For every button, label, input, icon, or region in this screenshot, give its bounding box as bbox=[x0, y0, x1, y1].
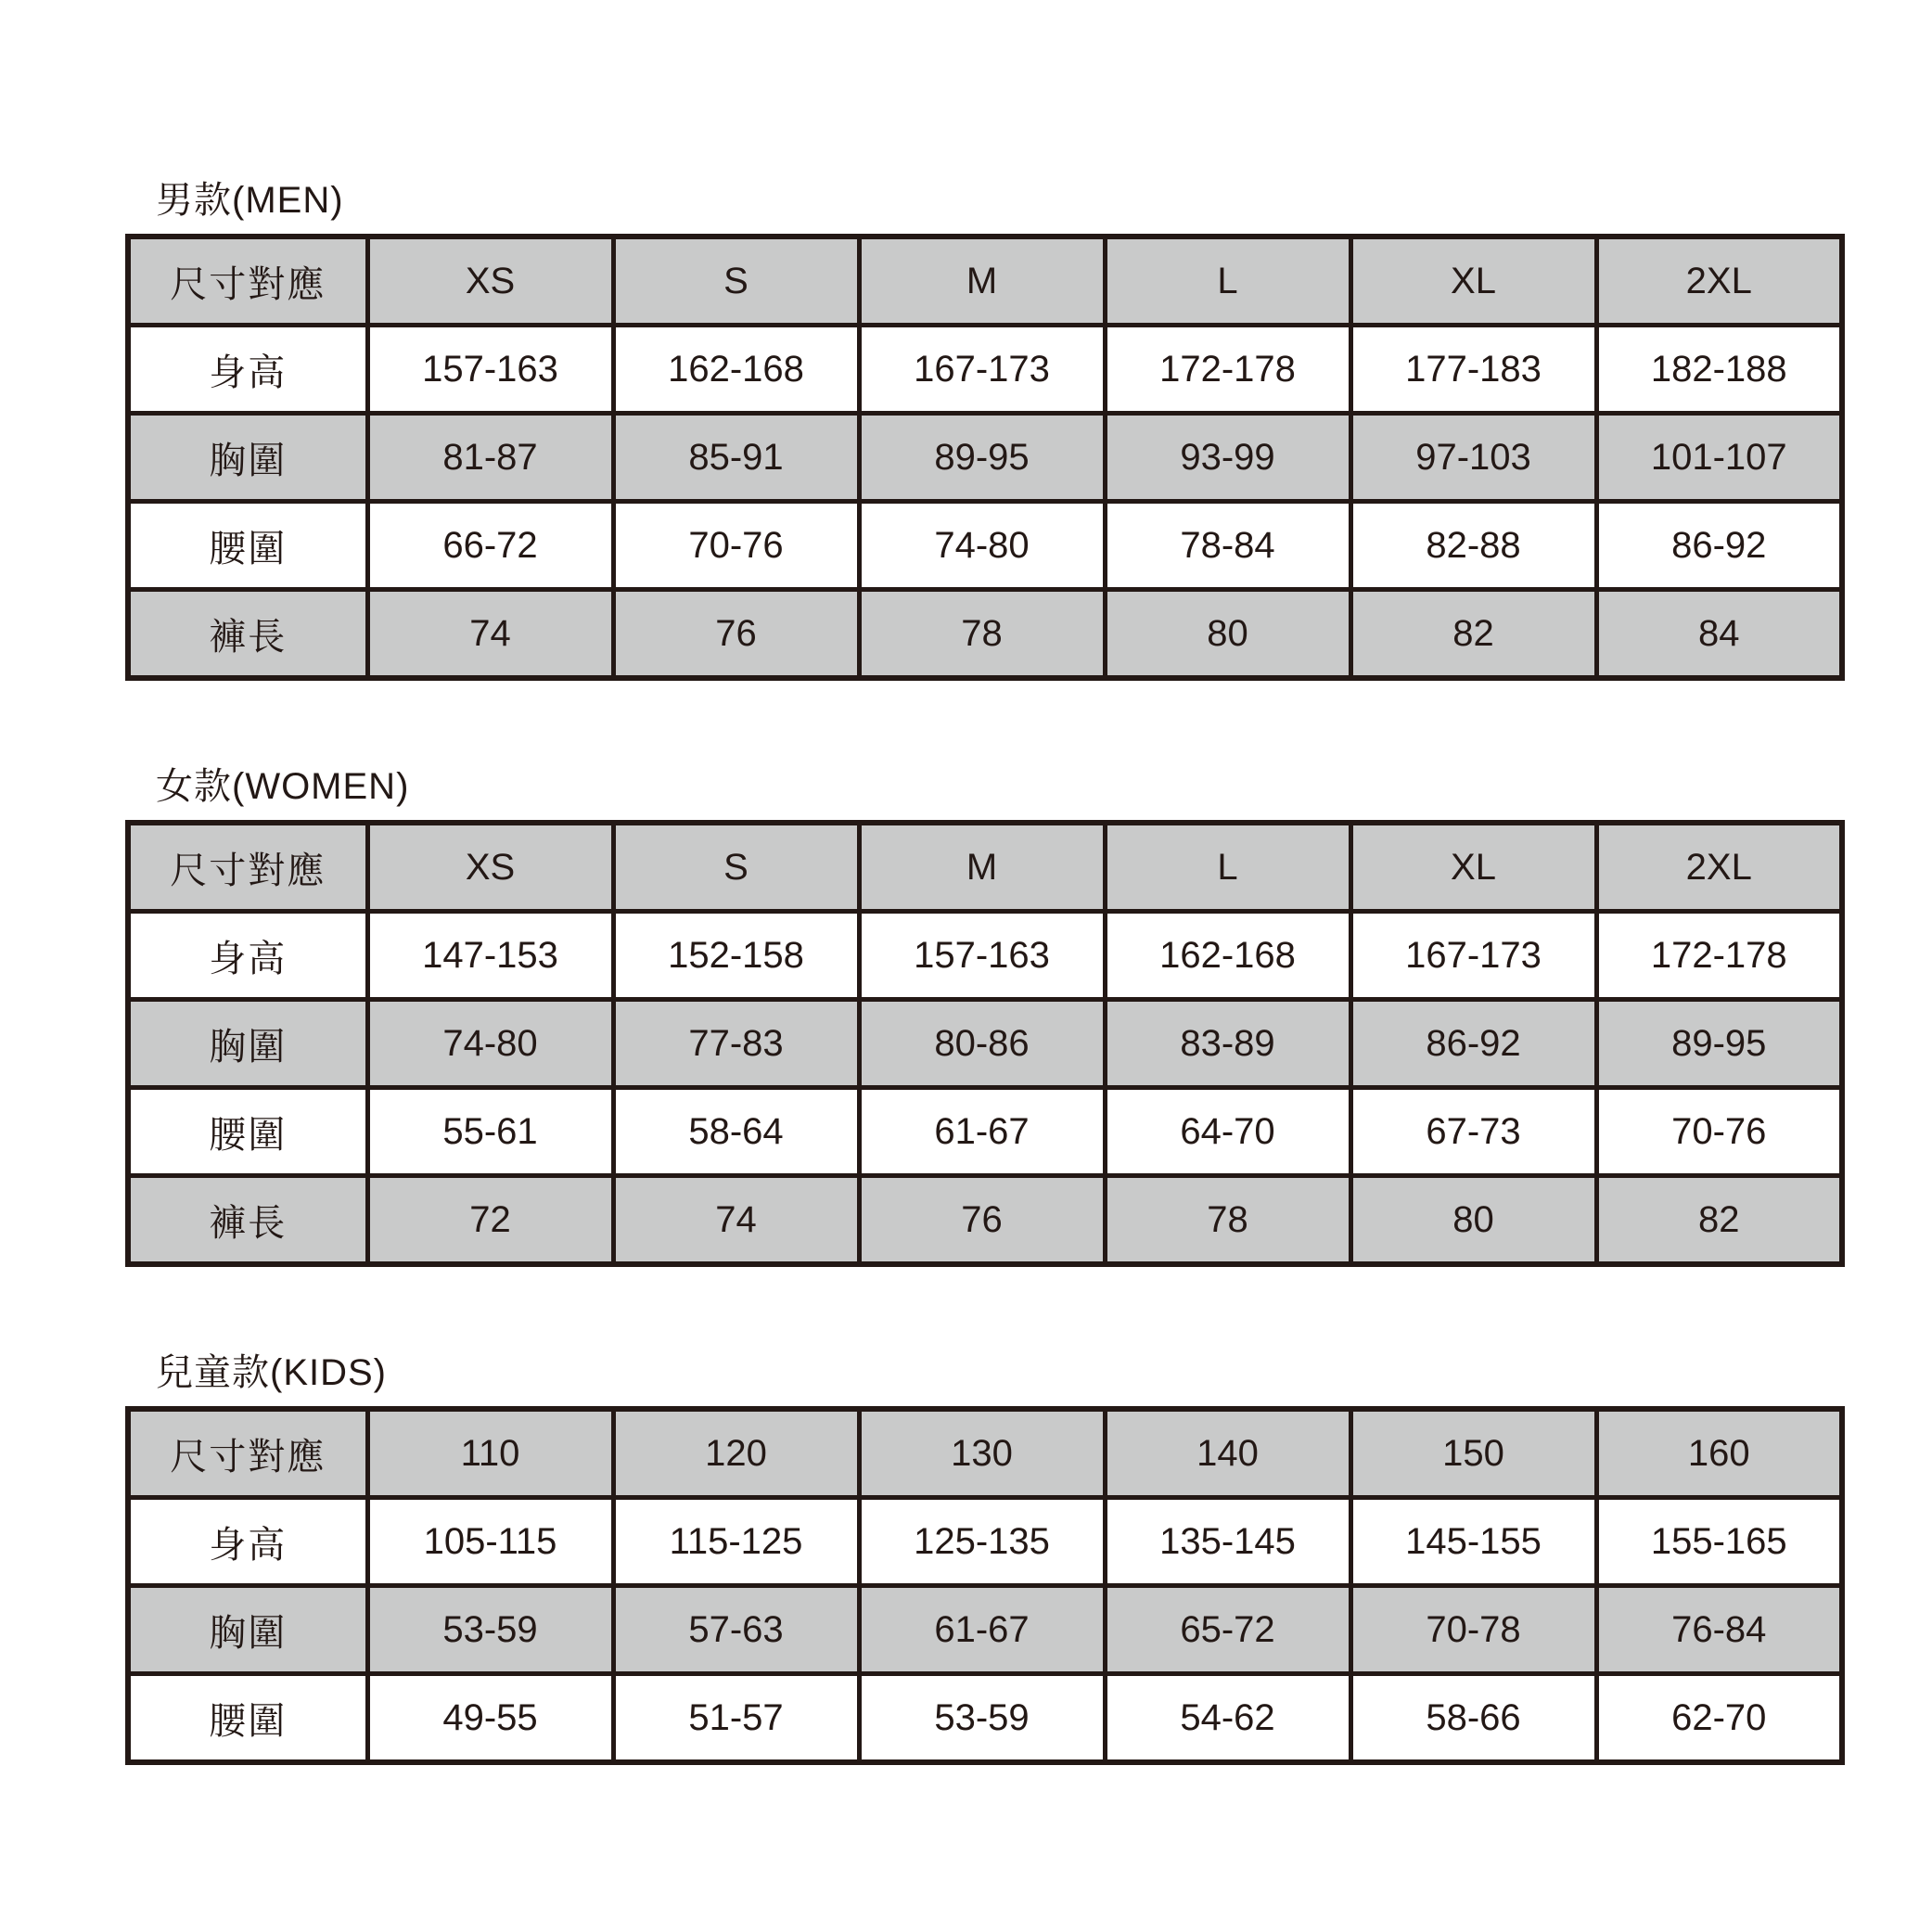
value-cell: 105-115 bbox=[367, 1498, 613, 1586]
header-cell: 110 bbox=[367, 1409, 613, 1498]
value-cell: 77-83 bbox=[613, 1000, 859, 1088]
value-cell: 58-66 bbox=[1350, 1674, 1596, 1763]
value-cell: 61-67 bbox=[859, 1088, 1105, 1176]
header-cell: XS bbox=[367, 237, 613, 326]
value-cell: 84 bbox=[1596, 590, 1842, 679]
value-cell: 76 bbox=[859, 1176, 1105, 1265]
value-cell: 93-99 bbox=[1105, 414, 1350, 502]
value-cell: 172-178 bbox=[1596, 912, 1842, 1000]
header-cell: 尺寸對應 bbox=[128, 1409, 367, 1498]
value-cell: 65-72 bbox=[1105, 1586, 1350, 1674]
men-size-table bbox=[125, 234, 1845, 681]
value-cell: 49-55 bbox=[367, 1674, 613, 1763]
value-cell: 162-168 bbox=[1105, 912, 1350, 1000]
header-cell: M bbox=[859, 237, 1105, 326]
value-cell: 85-91 bbox=[613, 414, 859, 502]
value-cell: 62-70 bbox=[1596, 1674, 1842, 1763]
row-label-cell: 褲長 bbox=[128, 590, 367, 679]
header-cell: 150 bbox=[1350, 1409, 1596, 1498]
value-cell: 82-88 bbox=[1350, 502, 1596, 590]
header-cell: S bbox=[613, 823, 859, 912]
women-pant-length-row bbox=[128, 1176, 1842, 1265]
men-section bbox=[125, 178, 1807, 681]
value-cell: 152-158 bbox=[613, 912, 859, 1000]
men-waist-row bbox=[128, 502, 1842, 590]
men-height-row bbox=[128, 326, 1842, 414]
value-cell: 61-67 bbox=[859, 1586, 1105, 1674]
value-cell: 76-84 bbox=[1596, 1586, 1842, 1674]
value-cell: 97-103 bbox=[1350, 414, 1596, 502]
value-cell: 53-59 bbox=[859, 1674, 1105, 1763]
value-cell: 53-59 bbox=[367, 1586, 613, 1674]
kids-chest-row bbox=[128, 1586, 1842, 1674]
men-pant-length-row bbox=[128, 590, 1842, 679]
women-waist-row bbox=[128, 1088, 1842, 1176]
header-cell: 2XL bbox=[1596, 823, 1842, 912]
row-label-cell: 腰圍 bbox=[128, 502, 367, 590]
value-cell: 81-87 bbox=[367, 414, 613, 502]
value-cell: 82 bbox=[1596, 1176, 1842, 1265]
value-cell: 70-76 bbox=[1596, 1088, 1842, 1176]
value-cell: 78 bbox=[1105, 1176, 1350, 1265]
kids-table-title: 兒童款(KIDS) bbox=[156, 1352, 387, 1393]
value-cell: 54-62 bbox=[1105, 1674, 1350, 1763]
header-cell: 120 bbox=[613, 1409, 859, 1498]
value-cell: 55-61 bbox=[367, 1088, 613, 1176]
value-cell: 167-173 bbox=[1350, 912, 1596, 1000]
value-cell: 182-188 bbox=[1596, 326, 1842, 414]
row-label-cell: 褲長 bbox=[128, 1176, 367, 1265]
value-cell: 125-135 bbox=[859, 1498, 1105, 1586]
header-cell: XL bbox=[1350, 823, 1596, 912]
value-cell: 86-92 bbox=[1596, 502, 1842, 590]
women-header-row bbox=[128, 823, 1842, 912]
value-cell: 70-78 bbox=[1350, 1586, 1596, 1674]
value-cell: 74 bbox=[613, 1176, 859, 1265]
value-cell: 89-95 bbox=[1596, 1000, 1842, 1088]
value-cell: 89-95 bbox=[859, 414, 1105, 502]
value-cell: 74-80 bbox=[859, 502, 1105, 590]
value-cell: 80-86 bbox=[859, 1000, 1105, 1088]
value-cell: 58-64 bbox=[613, 1088, 859, 1176]
header-cell: XS bbox=[367, 823, 613, 912]
value-cell: 147-153 bbox=[367, 912, 613, 1000]
header-cell: 160 bbox=[1596, 1409, 1842, 1498]
kids-height-row bbox=[128, 1498, 1842, 1586]
value-cell: 78-84 bbox=[1105, 502, 1350, 590]
header-cell: 130 bbox=[859, 1409, 1105, 1498]
row-label-cell: 胸圍 bbox=[128, 1586, 367, 1674]
value-cell: 80 bbox=[1350, 1176, 1596, 1265]
value-cell: 76 bbox=[613, 590, 859, 679]
value-cell: 86-92 bbox=[1350, 1000, 1596, 1088]
value-cell: 74 bbox=[367, 590, 613, 679]
kids-size-table bbox=[125, 1406, 1845, 1765]
value-cell: 82 bbox=[1350, 590, 1596, 679]
value-cell: 57-63 bbox=[613, 1586, 859, 1674]
kids-section bbox=[125, 1350, 1807, 1765]
value-cell: 78 bbox=[859, 590, 1105, 679]
header-cell: 140 bbox=[1105, 1409, 1350, 1498]
kids-header-row bbox=[128, 1409, 1842, 1498]
header-cell: 尺寸對應 bbox=[128, 823, 367, 912]
header-cell: XL bbox=[1350, 237, 1596, 326]
value-cell: 51-57 bbox=[613, 1674, 859, 1763]
row-label-cell: 胸圍 bbox=[128, 1000, 367, 1088]
header-cell: L bbox=[1105, 237, 1350, 326]
women-chest-row bbox=[128, 1000, 1842, 1088]
value-cell: 72 bbox=[367, 1176, 613, 1265]
men-header-row bbox=[128, 237, 1842, 326]
women-size-table bbox=[125, 820, 1845, 1267]
value-cell: 167-173 bbox=[859, 326, 1105, 414]
women-section bbox=[125, 764, 1807, 1267]
value-cell: 74-80 bbox=[367, 1000, 613, 1088]
women-height-row bbox=[128, 912, 1842, 1000]
value-cell: 162-168 bbox=[613, 326, 859, 414]
header-cell: M bbox=[859, 823, 1105, 912]
value-cell: 70-76 bbox=[613, 502, 859, 590]
header-cell: S bbox=[613, 237, 859, 326]
value-cell: 67-73 bbox=[1350, 1088, 1596, 1176]
value-cell: 157-163 bbox=[859, 912, 1105, 1000]
value-cell: 155-165 bbox=[1596, 1498, 1842, 1586]
row-label-cell: 身高 bbox=[128, 1498, 367, 1586]
header-cell: 2XL bbox=[1596, 237, 1842, 326]
value-cell: 172-178 bbox=[1105, 326, 1350, 414]
value-cell: 64-70 bbox=[1105, 1088, 1350, 1176]
value-cell: 66-72 bbox=[367, 502, 613, 590]
row-label-cell: 身高 bbox=[128, 912, 367, 1000]
row-label-cell: 腰圍 bbox=[128, 1674, 367, 1763]
kids-waist-row bbox=[128, 1674, 1842, 1763]
header-cell: L bbox=[1105, 823, 1350, 912]
row-label-cell: 身高 bbox=[128, 326, 367, 414]
value-cell: 177-183 bbox=[1350, 326, 1596, 414]
header-cell: 尺寸對應 bbox=[128, 237, 367, 326]
value-cell: 115-125 bbox=[613, 1498, 859, 1586]
men-table-title: 男款(MEN) bbox=[156, 180, 344, 221]
row-label-cell: 胸圍 bbox=[128, 414, 367, 502]
value-cell: 157-163 bbox=[367, 326, 613, 414]
value-cell: 80 bbox=[1105, 590, 1350, 679]
value-cell: 135-145 bbox=[1105, 1498, 1350, 1586]
row-label-cell: 腰圍 bbox=[128, 1088, 367, 1176]
value-cell: 145-155 bbox=[1350, 1498, 1596, 1586]
value-cell: 83-89 bbox=[1105, 1000, 1350, 1088]
men-chest-row bbox=[128, 414, 1842, 502]
women-table-title: 女款(WOMEN) bbox=[156, 766, 410, 807]
value-cell: 101-107 bbox=[1596, 414, 1842, 502]
